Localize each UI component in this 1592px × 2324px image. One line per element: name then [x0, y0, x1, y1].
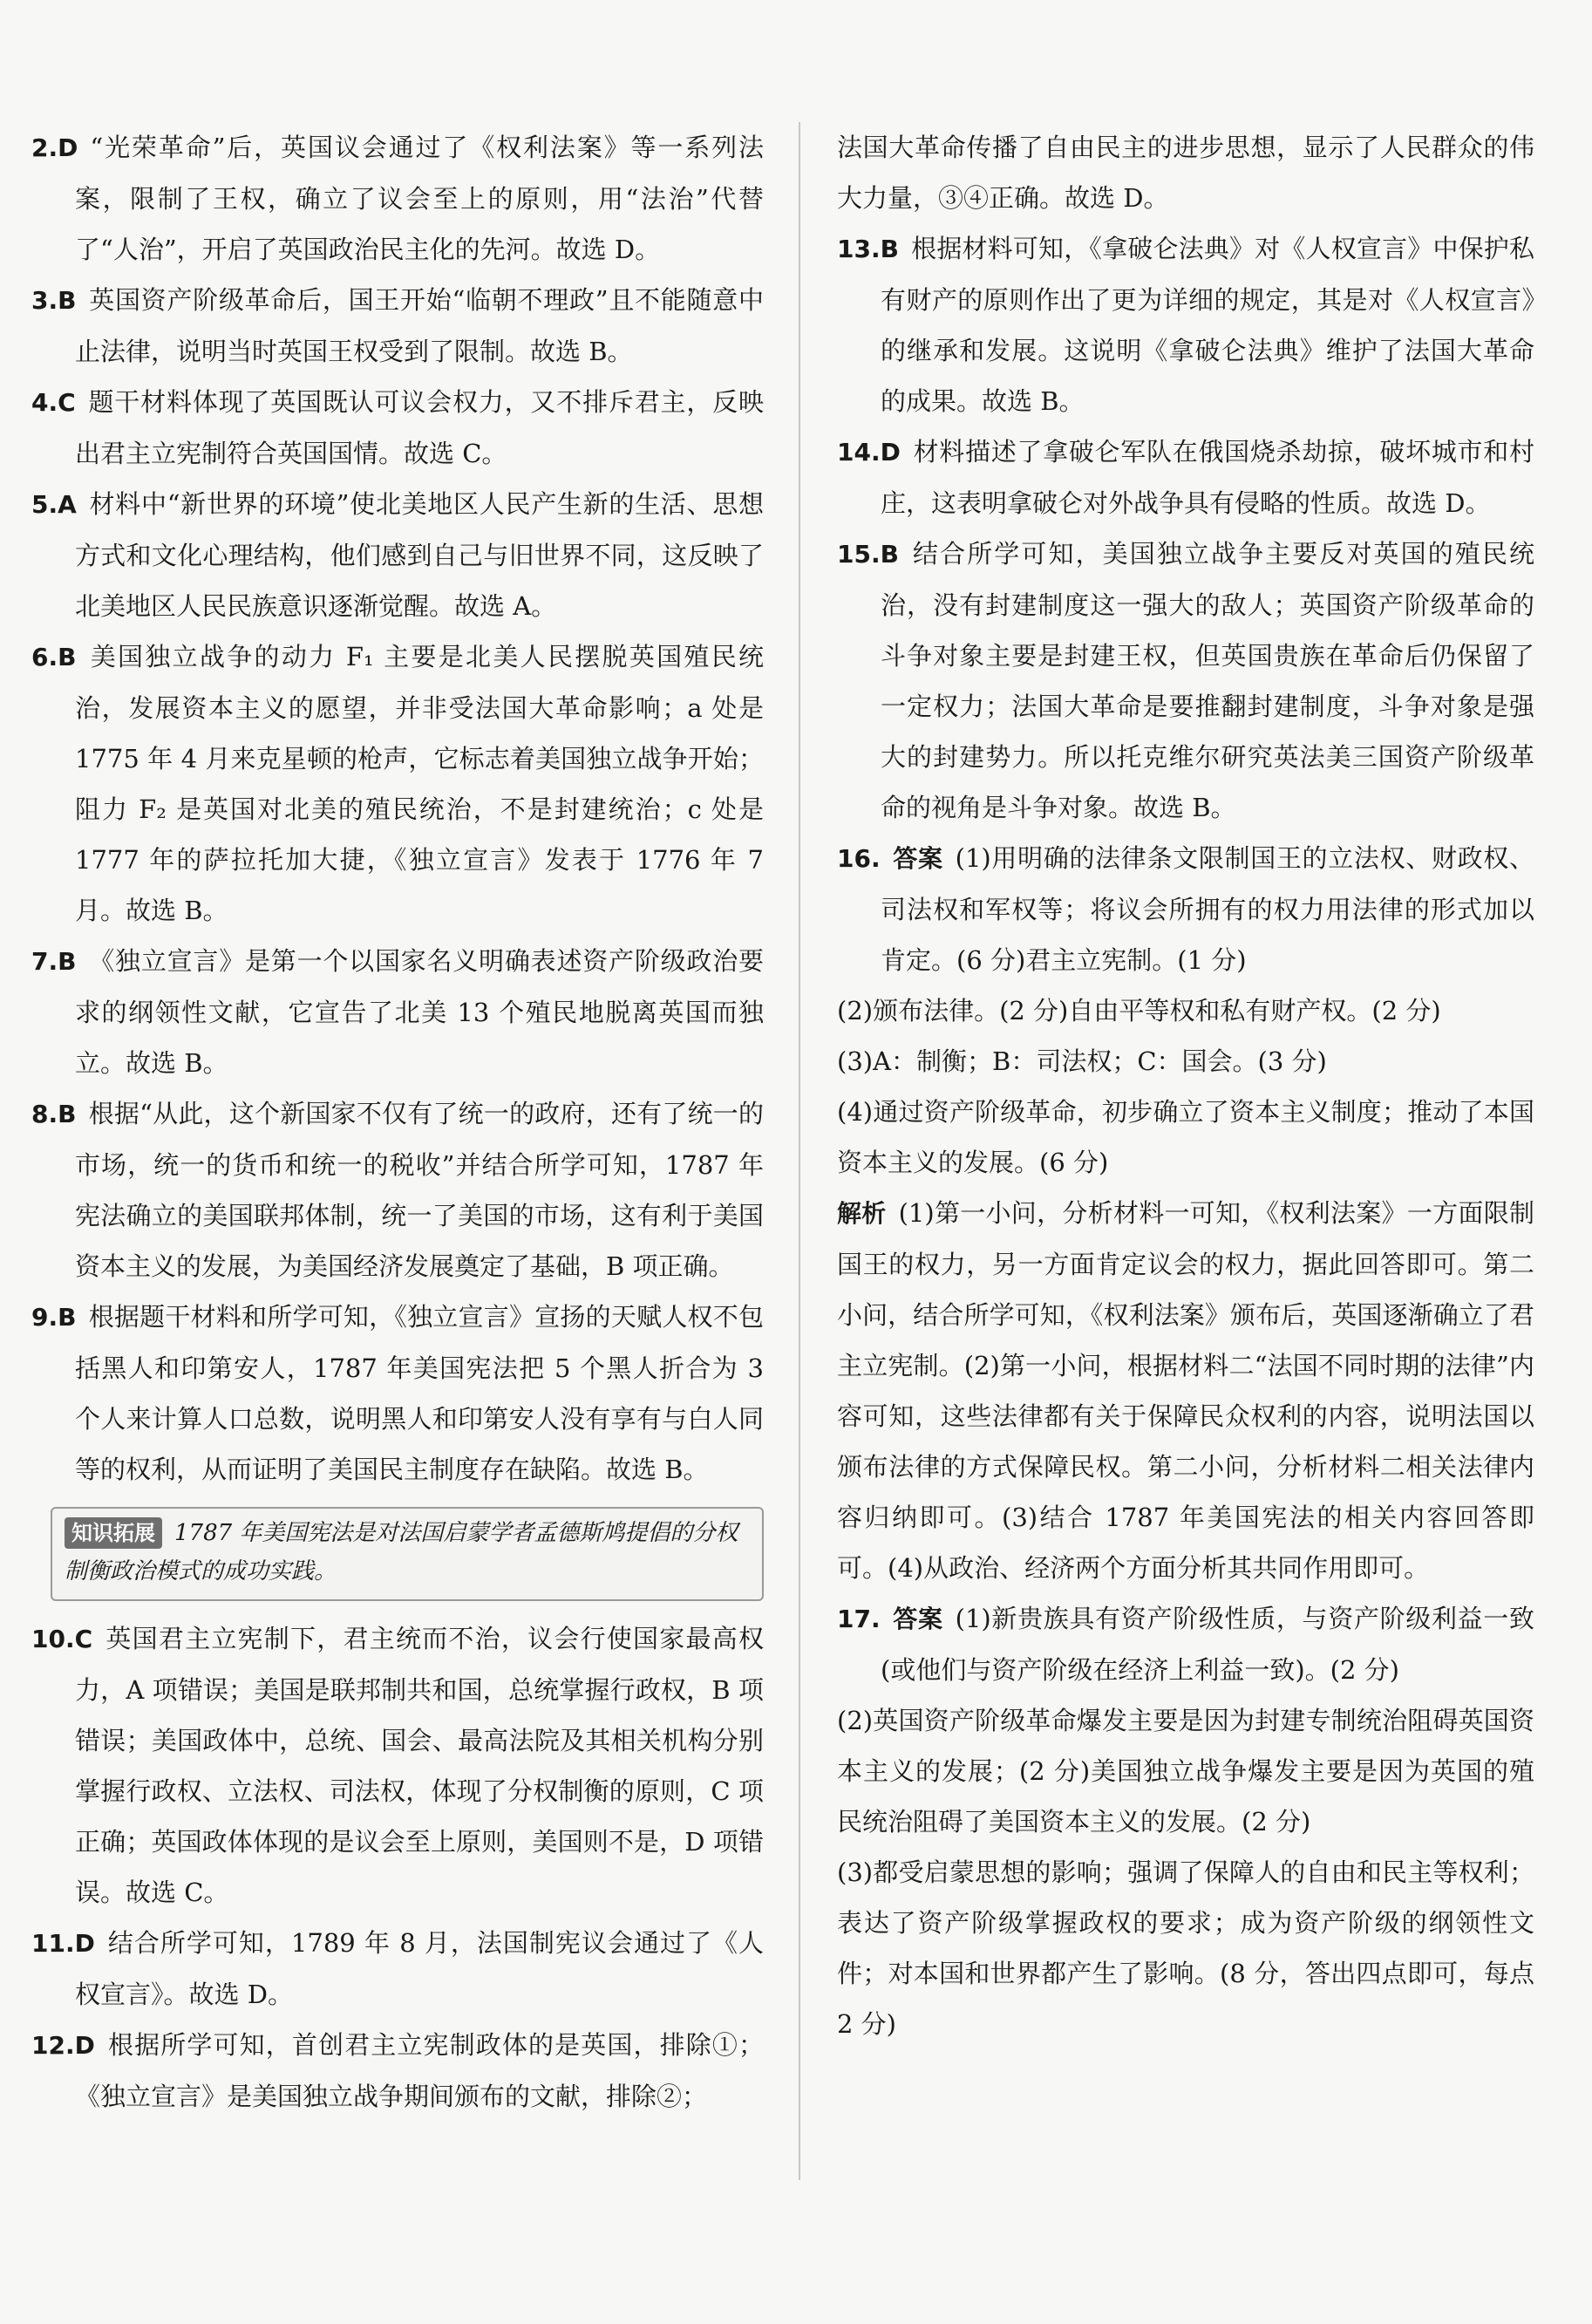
answer-number: 15.B: [837, 540, 899, 569]
column-divider: [799, 122, 800, 2180]
answer-text: 根据题干材料和所学可知，《独立宣言》宣扬的天赋人权不包括黑人和印第安人，1787 年美国宪法把 5 个黑人折合为 3 个人来计算人口总数，说明黑人和印第安人没有享有与白人同等的权利，从而证明了美国民主制度存在缺陷。故选 B。: [75, 1302, 764, 1484]
answer-number: 4.C: [31, 388, 76, 417]
answer-17: [837, 1593, 1534, 1695]
answer-label: 答案: [892, 844, 943, 873]
answer-text: 根据所学可知，首创君主立宪制政体的是英国，排除①；《独立宣言》是美国独立战争期间颁布的文献，排除②；: [75, 2030, 764, 2111]
answer-4: [31, 377, 764, 479]
answer-12-continued: 法国大革命传播了自由民主的进步思想，显示了人民群众的伟大力量，③④正确。故选 D。: [837, 133, 1534, 213]
answer-number: 17.: [837, 1605, 881, 1633]
answer-number: 10.C: [31, 1625, 93, 1653]
answer-17-part-1: (1)新贵族具有资产阶级性质，与资产阶级利益一致(或他们与资产阶级在经济上利益一致)。(2 分): [881, 1604, 1534, 1685]
analysis-label: 解析: [837, 1199, 887, 1228]
knowledge-extension-tag: 知识拓展: [65, 1517, 162, 1549]
right-column: [837, 122, 1534, 2049]
answer-number: 6.B: [31, 643, 77, 671]
answer-5: [31, 479, 764, 631]
answer-15: [837, 528, 1534, 833]
left-column: [31, 122, 764, 2122]
answer-number: 14.D: [837, 438, 901, 467]
answer-17-part-3: (3)都受启蒙思想的影响；强调了保障人的自由和民主等权利；表达了资产阶级掌握政权的要求；成为资产阶级的纲领性文件；对本国和世界都产生了影响。(8 分，答出四点即可，每点 2 分): [837, 1857, 1534, 2039]
answer-number: 11.D: [31, 1929, 95, 1958]
answer-2: [31, 122, 764, 275]
answer-text: 材料中“新世界的环境”使北美地区人民产生新的生活、思想方式和文化心理结构，他们感到自己与旧世界不同，这反映了北美地区人民民族意识逐渐觉醒。故选 A。: [75, 489, 764, 621]
answer-7: [31, 936, 764, 1088]
answer-text: 英国君主立宪制下，君主统而不治，议会行使国家最高权力，A 项错误；美国是联邦制共和国，总统掌握行政权，B 项错误；美国政体中，总统、国会、最高法院及其相关机构分别掌握行政权、立法权、司法权，体现了分权制衡的原则，C 项正确；英国政体体现的是议会至上原则，美国则不是，D 项错误。故选 C。: [75, 1624, 764, 1907]
answer-number: 7.B: [31, 947, 77, 976]
answer-13: [837, 223, 1534, 426]
answer-number: 2.D: [31, 133, 78, 162]
answer-17-part-2: (2)英国资产阶级革命爆发主要是因为封建专制统治阻碍英国资本主义的发展；(2 分)美国独立战争爆发主要是因为英国的殖民统治阻碍了美国资本主义的发展。(2 分): [837, 1706, 1534, 1837]
answer-16-part-1: (1)用明确的法律条文限制国王的立法权、财政权、司法权和军权等；将议会所拥有的权力用法律的形式加以肯定。(6 分)君主立宪制。(1 分): [881, 843, 1534, 975]
answer-14: [837, 426, 1534, 528]
answer-number: 13.B: [837, 235, 899, 263]
answer-label: 答案: [892, 1605, 943, 1633]
answer-number: 5.A: [31, 490, 77, 519]
answer-16-part-4: (4)通过资产阶级革命，初步确立了资本主义制度；推动了本国资本主义的发展。(6 分): [837, 1097, 1534, 1177]
answer-16: [837, 833, 1534, 985]
answer-10: [31, 1613, 764, 1918]
answer-text: 根据“从此，这个新国家不仅有了统一的政府，还有了统一的市场，统一的货币和统一的税收”并结合所学可知，1787 年宪法确立的美国联邦体制，统一了美国的市场，这有利于美国资本主义的发展，为美国经济发展奠定了基础，B 项正确。: [75, 1099, 764, 1281]
knowledge-extension-box: [51, 1507, 764, 1601]
answer-number: 9.B: [31, 1303, 77, 1332]
answer-text: “光荣革命”后，英国议会通过了《权利法案》等一系列法案，限制了王权，确立了议会至上的原则，用“法治”代替了“人治”，开启了英国政治民主化的先河。故选 D。: [75, 133, 764, 264]
answer-number: 8.B: [31, 1100, 77, 1128]
answer-number: 16.: [837, 844, 881, 873]
answer-number: 3.B: [31, 286, 77, 315]
answer-16-part-3: (3)A：制衡；B：司法权；C：国会。(3 分): [837, 1046, 1327, 1076]
knowledge-extension-text: 1787 年美国宪法是对法国启蒙学者孟德斯鸠提倡的分权制衡政治模式的成功实践。: [65, 1520, 738, 1585]
answer-text: 结合所学可知，美国独立战争主要反对英国的殖民统治，没有封建制度这一强大的敌人；英国资产阶级革命的斗争对象主要是封建王权，但英国贵族在革命后仍保留了一定权力；法国大革命是要推翻封建制度，斗争对象是强大的封建势力。所以托克维尔研究英法美三国资产阶级革命的视角是斗争对象。故选 B。: [881, 539, 1534, 822]
answer-9: [31, 1291, 764, 1495]
answer-11: [31, 1918, 764, 2020]
answer-text: 材料描述了拿破仑军队在俄国烧杀劫掠，破坏城市和村庄，这表明拿破仑对外战争具有侵略的性质。故选 D。: [881, 437, 1534, 518]
answer-16-part-2: (2)颁布法律。(2 分)自由平等权和私有财产权。(2 分): [837, 996, 1441, 1026]
answer-text: 结合所学可知，1789 年 8 月，法国制宪议会通过了《人权宣言》。故选 D。: [75, 1928, 764, 2009]
analysis-text: (1)第一小问，分析材料一可知，《权利法案》一方面限制国王的权力，另一方面肯定议会的权力，据此回答即可。第二小问，结合所学可知，《权利法案》颁布后，英国逐渐确立了君主立宪制。(2)第一小问，根据材料二“法国不同时期的法律”内容可知，这些法律都有关于保障民众权利的内容，说明法国以颁布法律的方式保障民权。第二小问，分析材料二相关法律内容归纳即可。(3)结合 1787 年美国宪法的相关内容回答即可。(4)从政治、经济两个方面分析其共同作用即可。: [837, 1198, 1534, 1583]
answer-text: 英国资产阶级革命后，国王开始“临朝不理政”且不能随意中止法律，说明当时英国王权受到了限制。故选 B。: [75, 285, 764, 366]
answer-12: [31, 2020, 764, 2122]
answer-6: [31, 631, 764, 936]
answer-text: 美国独立战争的动力 F₁ 主要是北美人民摆脱英国殖民统治，发展资本主义的愿望，并非受法国大革命影响；a 处是 1775 年 4 月来克星顿的枪声，它标志着美国独立战争开始；阻力 F₂ 是英国对北美的殖民统治，不是封建统治；c 处是 1777 年的萨拉托加大捷，《独立宣言》发表于 1776 年 7 月。故选 B。: [75, 642, 764, 925]
answer-text: 《独立宣言》是第一个以国家名义明确表述资产阶级政治要求的纲领性文献，它宣告了北美 13 个殖民地脱离英国而独立。故选 B。: [75, 946, 764, 1078]
answer-text: 根据材料可知，《拿破仑法典》对《人权宣言》中保护私有财产的原则作出了更为详细的规定，其是对《人权宣言》的继承和发展。这说明《拿破仑法典》维护了法国大革命的成果。故选 B。: [881, 234, 1534, 416]
answer-number: 12.D: [31, 2031, 95, 2060]
answer-text: 题干材料体现了英国既认可议会权力，又不排斥君主，反映出君主立宪制符合英国国情。故选 C。: [75, 387, 764, 468]
answer-16-analysis: [837, 1188, 1534, 1593]
answer-3: [31, 275, 764, 377]
answer-8: [31, 1088, 764, 1291]
